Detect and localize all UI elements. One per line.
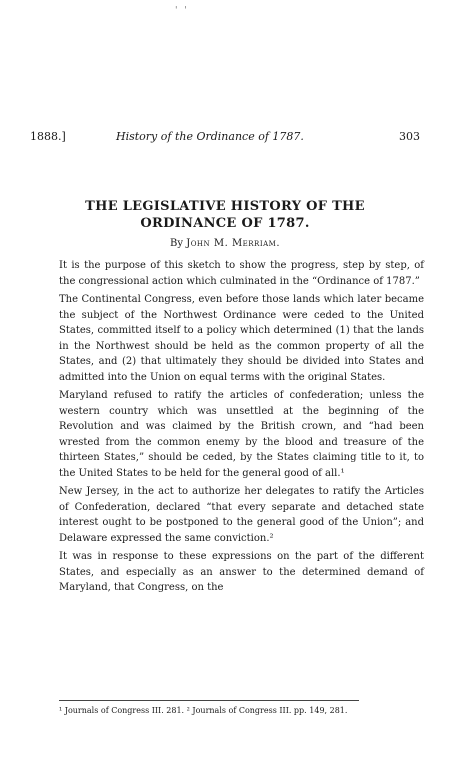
- paragraph: New Jersey, in the act to authorize her delegates to ratify the Articles of Confederation, declared “that every separate and detached state interest ought to be postponed to the general good of the Union”; and Delaware expressed the same conviction.²: [59, 486, 424, 544]
- author-prefix: By: [170, 238, 187, 249]
- running-head-year: 1888.]: [30, 130, 66, 143]
- paragraph: It was in response to these expressions on the part of the different States, and especially as an answer to the determined demand of Maryland, that Congress, on the: [59, 551, 424, 593]
- page-number: 303: [399, 130, 420, 143]
- footnotes: ¹ Journals of Congress III. 281. ² Journals of Congress III. pp. 149, 281.: [59, 706, 348, 715]
- article-body: [59, 258, 424, 596]
- paragraph: Maryland refused to ratify the articles of confederation; unless the western country which was unsettled at the beginning of the Revolution and was claimed by the British crown, and “had been wrested from the common enemy by the blood and treasure of the thirteen States,” should be ceded, by the States claiming title to it, to the United States to be held for the general good of all.¹: [59, 390, 424, 479]
- running-head: [30, 130, 420, 146]
- paragraph: It is the purpose of this sketch to show the progress, step by step, of the congressional action which culminated in the “Ordinance of 1787.”: [59, 260, 424, 287]
- author-name: John M. Merriam.: [186, 238, 280, 249]
- author-line: [0, 238, 450, 249]
- footnote-divider: [59, 700, 359, 701]
- top-smudge-mark: ' ': [175, 6, 189, 16]
- article-title: THE LEGISLATIVE HISTORY OF THE ORDINANCE OF 1787.: [85, 199, 365, 231]
- running-head-title: History of the Ordinance of 1787.: [116, 130, 304, 143]
- paragraph: The Continental Congress, even before those lands which later became the subject of the Northwest Ordinance were ceded to the United States, committed itself to a policy which determined (1) that the lands in the Northwest should be held as the common property of all the States, and (2) that ultimately they should be divided into States and admitted into the Union on equal terms with the original States.: [59, 294, 424, 383]
